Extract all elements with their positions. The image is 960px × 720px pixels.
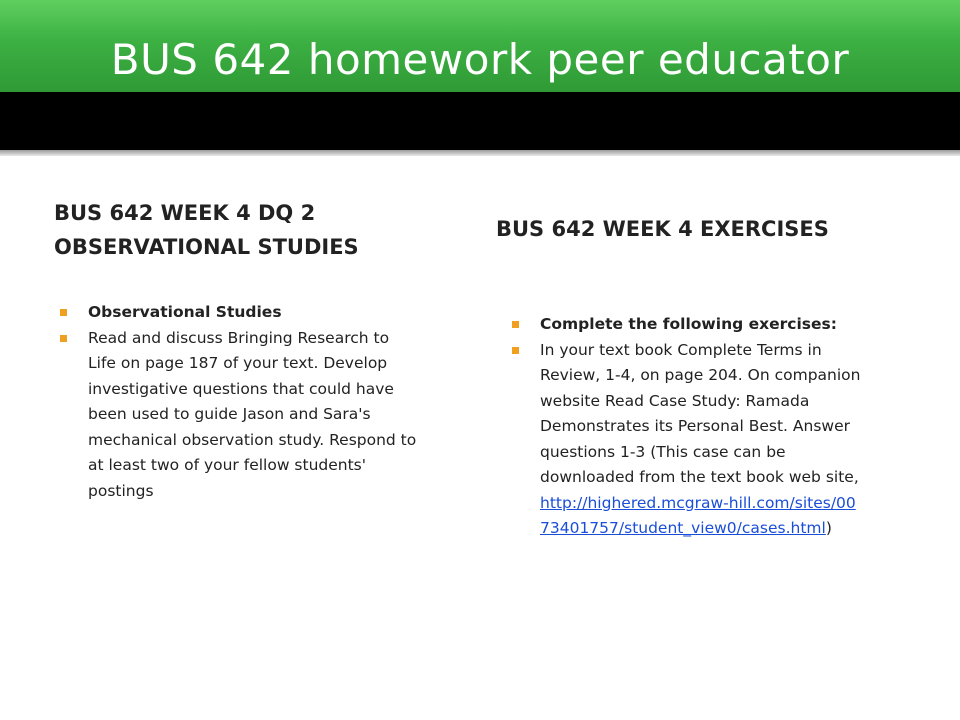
square-bullet-icon <box>60 335 67 342</box>
slide-title: BUS 642 homework peer educator <box>110 35 850 84</box>
list-item <box>512 312 862 338</box>
closing-paren: ) <box>825 519 832 537</box>
square-bullet-icon <box>512 347 519 354</box>
right-item-1-text: Complete the following exercises: <box>540 315 837 333</box>
right-column-heading: BUS 642 WEEK 4 EXERCISES <box>496 217 829 241</box>
list-item <box>512 338 862 542</box>
list-item <box>60 300 420 326</box>
right-bullet-list <box>512 312 862 542</box>
left-bullet-list <box>60 300 420 504</box>
right-item-2-text: In your text book Complete Terms in Review, 1-4, on page 204. On companion website Read Case Study: Ramada Demonstrates its Personal Best. Answer questions 1-3 (This case can be downloaded from the text book web site, <box>540 340 861 486</box>
square-bullet-icon <box>60 309 67 316</box>
header-band <box>0 92 960 150</box>
left-column-heading: BUS 642 WEEK 4 DQ 2 OBSERVATIONAL STUDIES <box>54 201 359 259</box>
header-divider <box>0 150 960 156</box>
cases-link[interactable]: http://highered.mcgraw-hill.com/sites/0073401757/student_view0/cases.html <box>540 493 856 537</box>
left-item-1-text: Observational Studies <box>88 303 282 321</box>
square-bullet-icon <box>512 321 519 328</box>
list-item <box>60 326 420 505</box>
left-item-2-text: Read and discuss Bringing Research to Life on page 187 of your text. Develop investigative questions that could have been used to guide Jason and Sara's mechanical observation study. Respond to at least two of your fellow students' postings <box>88 328 417 500</box>
